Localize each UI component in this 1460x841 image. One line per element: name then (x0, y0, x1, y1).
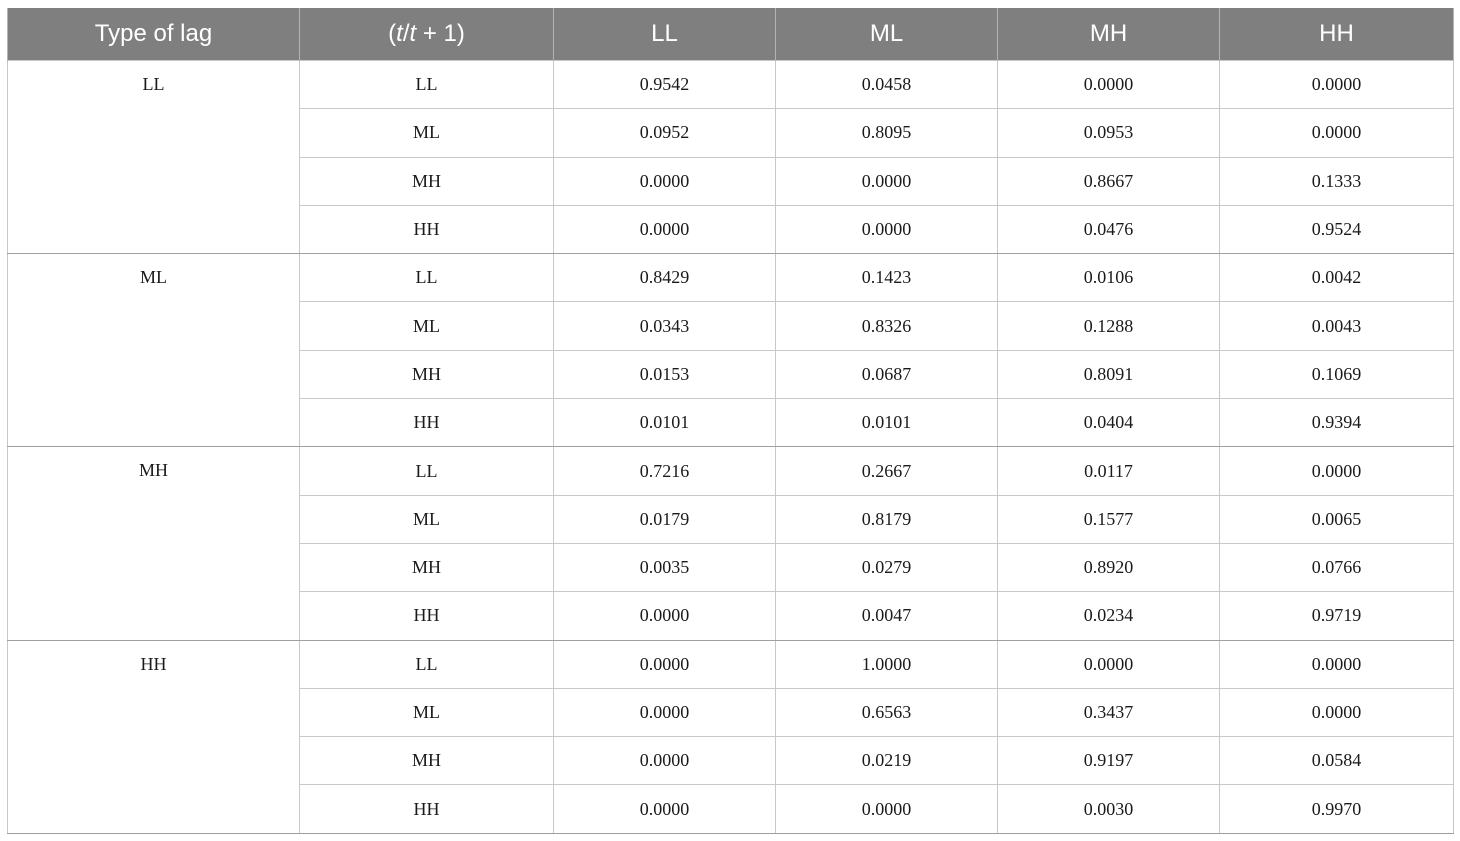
state-cell: HH (300, 592, 554, 640)
probability-cell: 1.0000 (776, 640, 998, 688)
probability-cell: 0.0404 (998, 399, 1220, 447)
probability-cell: 0.9719 (1220, 592, 1454, 640)
table-row (8, 61, 1454, 109)
header-transition-slash: / (402, 20, 410, 47)
header-transition-t1: t (396, 20, 403, 47)
probability-cell: 0.1288 (998, 302, 1220, 350)
lag-type-cell: HH (8, 640, 300, 833)
probability-cell: 0.0476 (998, 205, 1220, 253)
transition-table-container (7, 8, 1453, 834)
state-cell: LL (300, 254, 554, 302)
probability-cell: 0.0343 (554, 302, 776, 350)
probability-cell: 0.9542 (554, 61, 776, 109)
probability-cell: 0.0000 (1220, 640, 1454, 688)
probability-cell: 0.0047 (776, 592, 998, 640)
header-transition-open: ( (388, 20, 397, 47)
probability-cell: 0.0030 (998, 785, 1220, 833)
probability-cell: 0.0065 (1220, 495, 1454, 543)
state-cell: MH (300, 737, 554, 785)
header-row (8, 8, 1454, 61)
table-header (8, 8, 1454, 61)
probability-cell: 0.0043 (1220, 302, 1454, 350)
probability-cell: 0.9524 (1220, 205, 1454, 253)
header-transition (300, 8, 554, 61)
probability-cell: 0.0234 (998, 592, 1220, 640)
lag-type-cell: ML (8, 254, 300, 447)
state-cell: ML (300, 495, 554, 543)
probability-cell: 0.9394 (1220, 399, 1454, 447)
state-cell: LL (300, 61, 554, 109)
probability-cell: 0.8429 (554, 254, 776, 302)
probability-cell: 0.0000 (1220, 61, 1454, 109)
header-transition-t2: t (409, 20, 417, 47)
table-row (8, 640, 1454, 688)
probability-cell: 0.0000 (554, 157, 776, 205)
probability-cell: 0.0000 (776, 157, 998, 205)
probability-cell: 0.8179 (776, 495, 998, 543)
probability-cell: 0.8920 (998, 543, 1220, 591)
probability-cell: 0.0279 (776, 543, 998, 591)
probability-cell: 0.0000 (998, 61, 1220, 109)
probability-cell: 0.0000 (1220, 447, 1454, 495)
probability-cell: 0.0000 (1220, 688, 1454, 736)
probability-cell: 0.0000 (554, 688, 776, 736)
probability-cell: 0.0179 (554, 495, 776, 543)
probability-cell: 0.0000 (554, 205, 776, 253)
probability-cell: 0.0000 (776, 205, 998, 253)
table-row (8, 447, 1454, 495)
transition-probability-table (7, 8, 1454, 834)
probability-cell: 0.8095 (776, 109, 998, 157)
lag-type-cell: MH (8, 447, 300, 640)
probability-cell: 0.0101 (554, 399, 776, 447)
probability-cell: 0.0000 (1220, 109, 1454, 157)
probability-cell: 0.0584 (1220, 737, 1454, 785)
probability-cell: 0.8091 (998, 350, 1220, 398)
header-col-ll: LL (554, 8, 776, 61)
probability-cell: 0.1577 (998, 495, 1220, 543)
probability-cell: 0.0000 (554, 737, 776, 785)
state-cell: LL (300, 640, 554, 688)
probability-cell: 0.0766 (1220, 543, 1454, 591)
probability-cell: 0.3437 (998, 688, 1220, 736)
probability-cell: 0.0000 (554, 640, 776, 688)
header-col-mh: MH (998, 8, 1220, 61)
table-body (8, 61, 1454, 834)
header-type-of-lag: Type of lag (8, 8, 300, 61)
probability-cell: 0.1333 (1220, 157, 1454, 205)
probability-cell: 0.0106 (998, 254, 1220, 302)
probability-cell: 0.0042 (1220, 254, 1454, 302)
probability-cell: 0.0219 (776, 737, 998, 785)
state-cell: MH (300, 543, 554, 591)
probability-cell: 0.9197 (998, 737, 1220, 785)
state-cell: ML (300, 109, 554, 157)
state-cell: LL (300, 447, 554, 495)
probability-cell: 0.7216 (554, 447, 776, 495)
probability-cell: 0.0458 (776, 61, 998, 109)
probability-cell: 0.0000 (554, 592, 776, 640)
probability-cell: 0.0000 (554, 785, 776, 833)
probability-cell: 0.0952 (554, 109, 776, 157)
state-cell: MH (300, 157, 554, 205)
probability-cell: 0.1069 (1220, 350, 1454, 398)
probability-cell: 0.0101 (776, 399, 998, 447)
state-cell: HH (300, 205, 554, 253)
probability-cell: 0.0000 (776, 785, 998, 833)
probability-cell: 0.9970 (1220, 785, 1454, 833)
state-cell: HH (300, 785, 554, 833)
header-col-ml: ML (776, 8, 998, 61)
header-transition-tail: + 1) (416, 20, 465, 47)
table-row (8, 254, 1454, 302)
lag-type-cell: LL (8, 61, 300, 254)
state-cell: HH (300, 399, 554, 447)
state-cell: ML (300, 688, 554, 736)
probability-cell: 0.1423 (776, 254, 998, 302)
state-cell: ML (300, 302, 554, 350)
probability-cell: 0.0953 (998, 109, 1220, 157)
probability-cell: 0.0035 (554, 543, 776, 591)
header-col-hh: HH (1220, 8, 1454, 61)
state-cell: MH (300, 350, 554, 398)
probability-cell: 0.0687 (776, 350, 998, 398)
probability-cell: 0.0117 (998, 447, 1220, 495)
probability-cell: 0.8326 (776, 302, 998, 350)
probability-cell: 0.0000 (998, 640, 1220, 688)
probability-cell: 0.8667 (998, 157, 1220, 205)
probability-cell: 0.2667 (776, 447, 998, 495)
probability-cell: 0.6563 (776, 688, 998, 736)
probability-cell: 0.0153 (554, 350, 776, 398)
